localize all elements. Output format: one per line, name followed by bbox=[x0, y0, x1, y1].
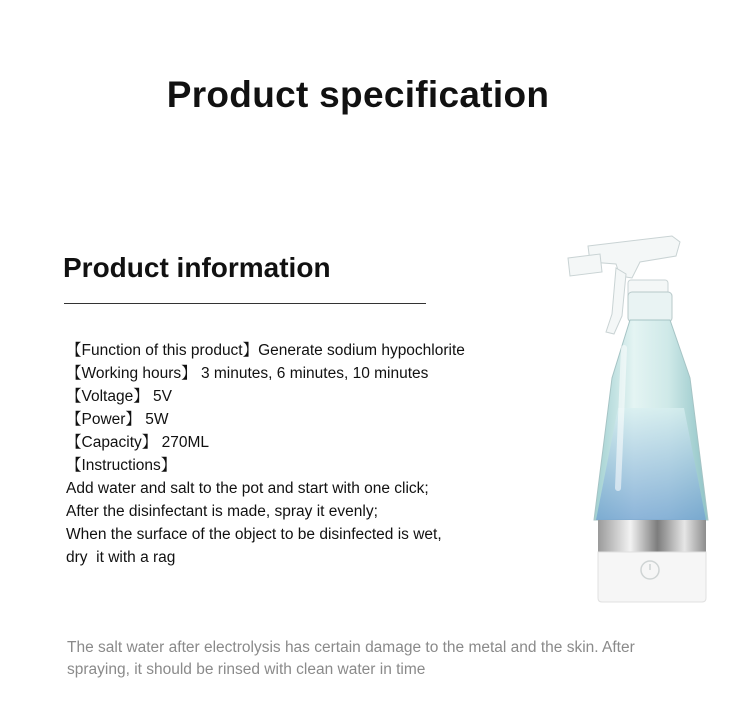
warning-note-line-2: spraying, it should be rinsed with clean water in time bbox=[67, 661, 426, 678]
section-divider bbox=[64, 303, 426, 304]
section-title: Product information bbox=[63, 252, 331, 283]
bottle-base bbox=[598, 552, 706, 602]
bottle-neck bbox=[628, 292, 672, 322]
instruction-step-2: After the disinfectant is made, spray it evenly; bbox=[66, 503, 378, 520]
page-title: Product specification bbox=[166, 74, 550, 115]
warning-note-line-1: The salt water after electrolysis has certain damage to the metal and the skin. After bbox=[67, 639, 635, 656]
spec-instructions-heading: 【Instructions】 bbox=[66, 457, 177, 474]
metal-ring bbox=[598, 520, 706, 552]
instruction-step-3: When the surface of the object to be disinfected is wet, bbox=[66, 526, 442, 543]
spec-working-hours: 【Working hours】 3 minutes, 6 minutes, 10 minutes bbox=[66, 365, 429, 382]
product-image bbox=[560, 228, 720, 608]
warning-note bbox=[67, 637, 707, 681]
instruction-step-4: dry it with a rag bbox=[66, 549, 176, 566]
spec-power: 【Power】 5W bbox=[66, 411, 169, 428]
spec-function: 【Function of this product】Generate sodium hypochlorite bbox=[66, 342, 465, 359]
spec-voltage: 【Voltage】 5V bbox=[66, 388, 172, 405]
spec-list bbox=[66, 339, 536, 569]
spec-capacity: 【Capacity】 270ML bbox=[66, 434, 210, 451]
instruction-step-1: Add water and salt to the pot and start with one click; bbox=[66, 480, 429, 497]
